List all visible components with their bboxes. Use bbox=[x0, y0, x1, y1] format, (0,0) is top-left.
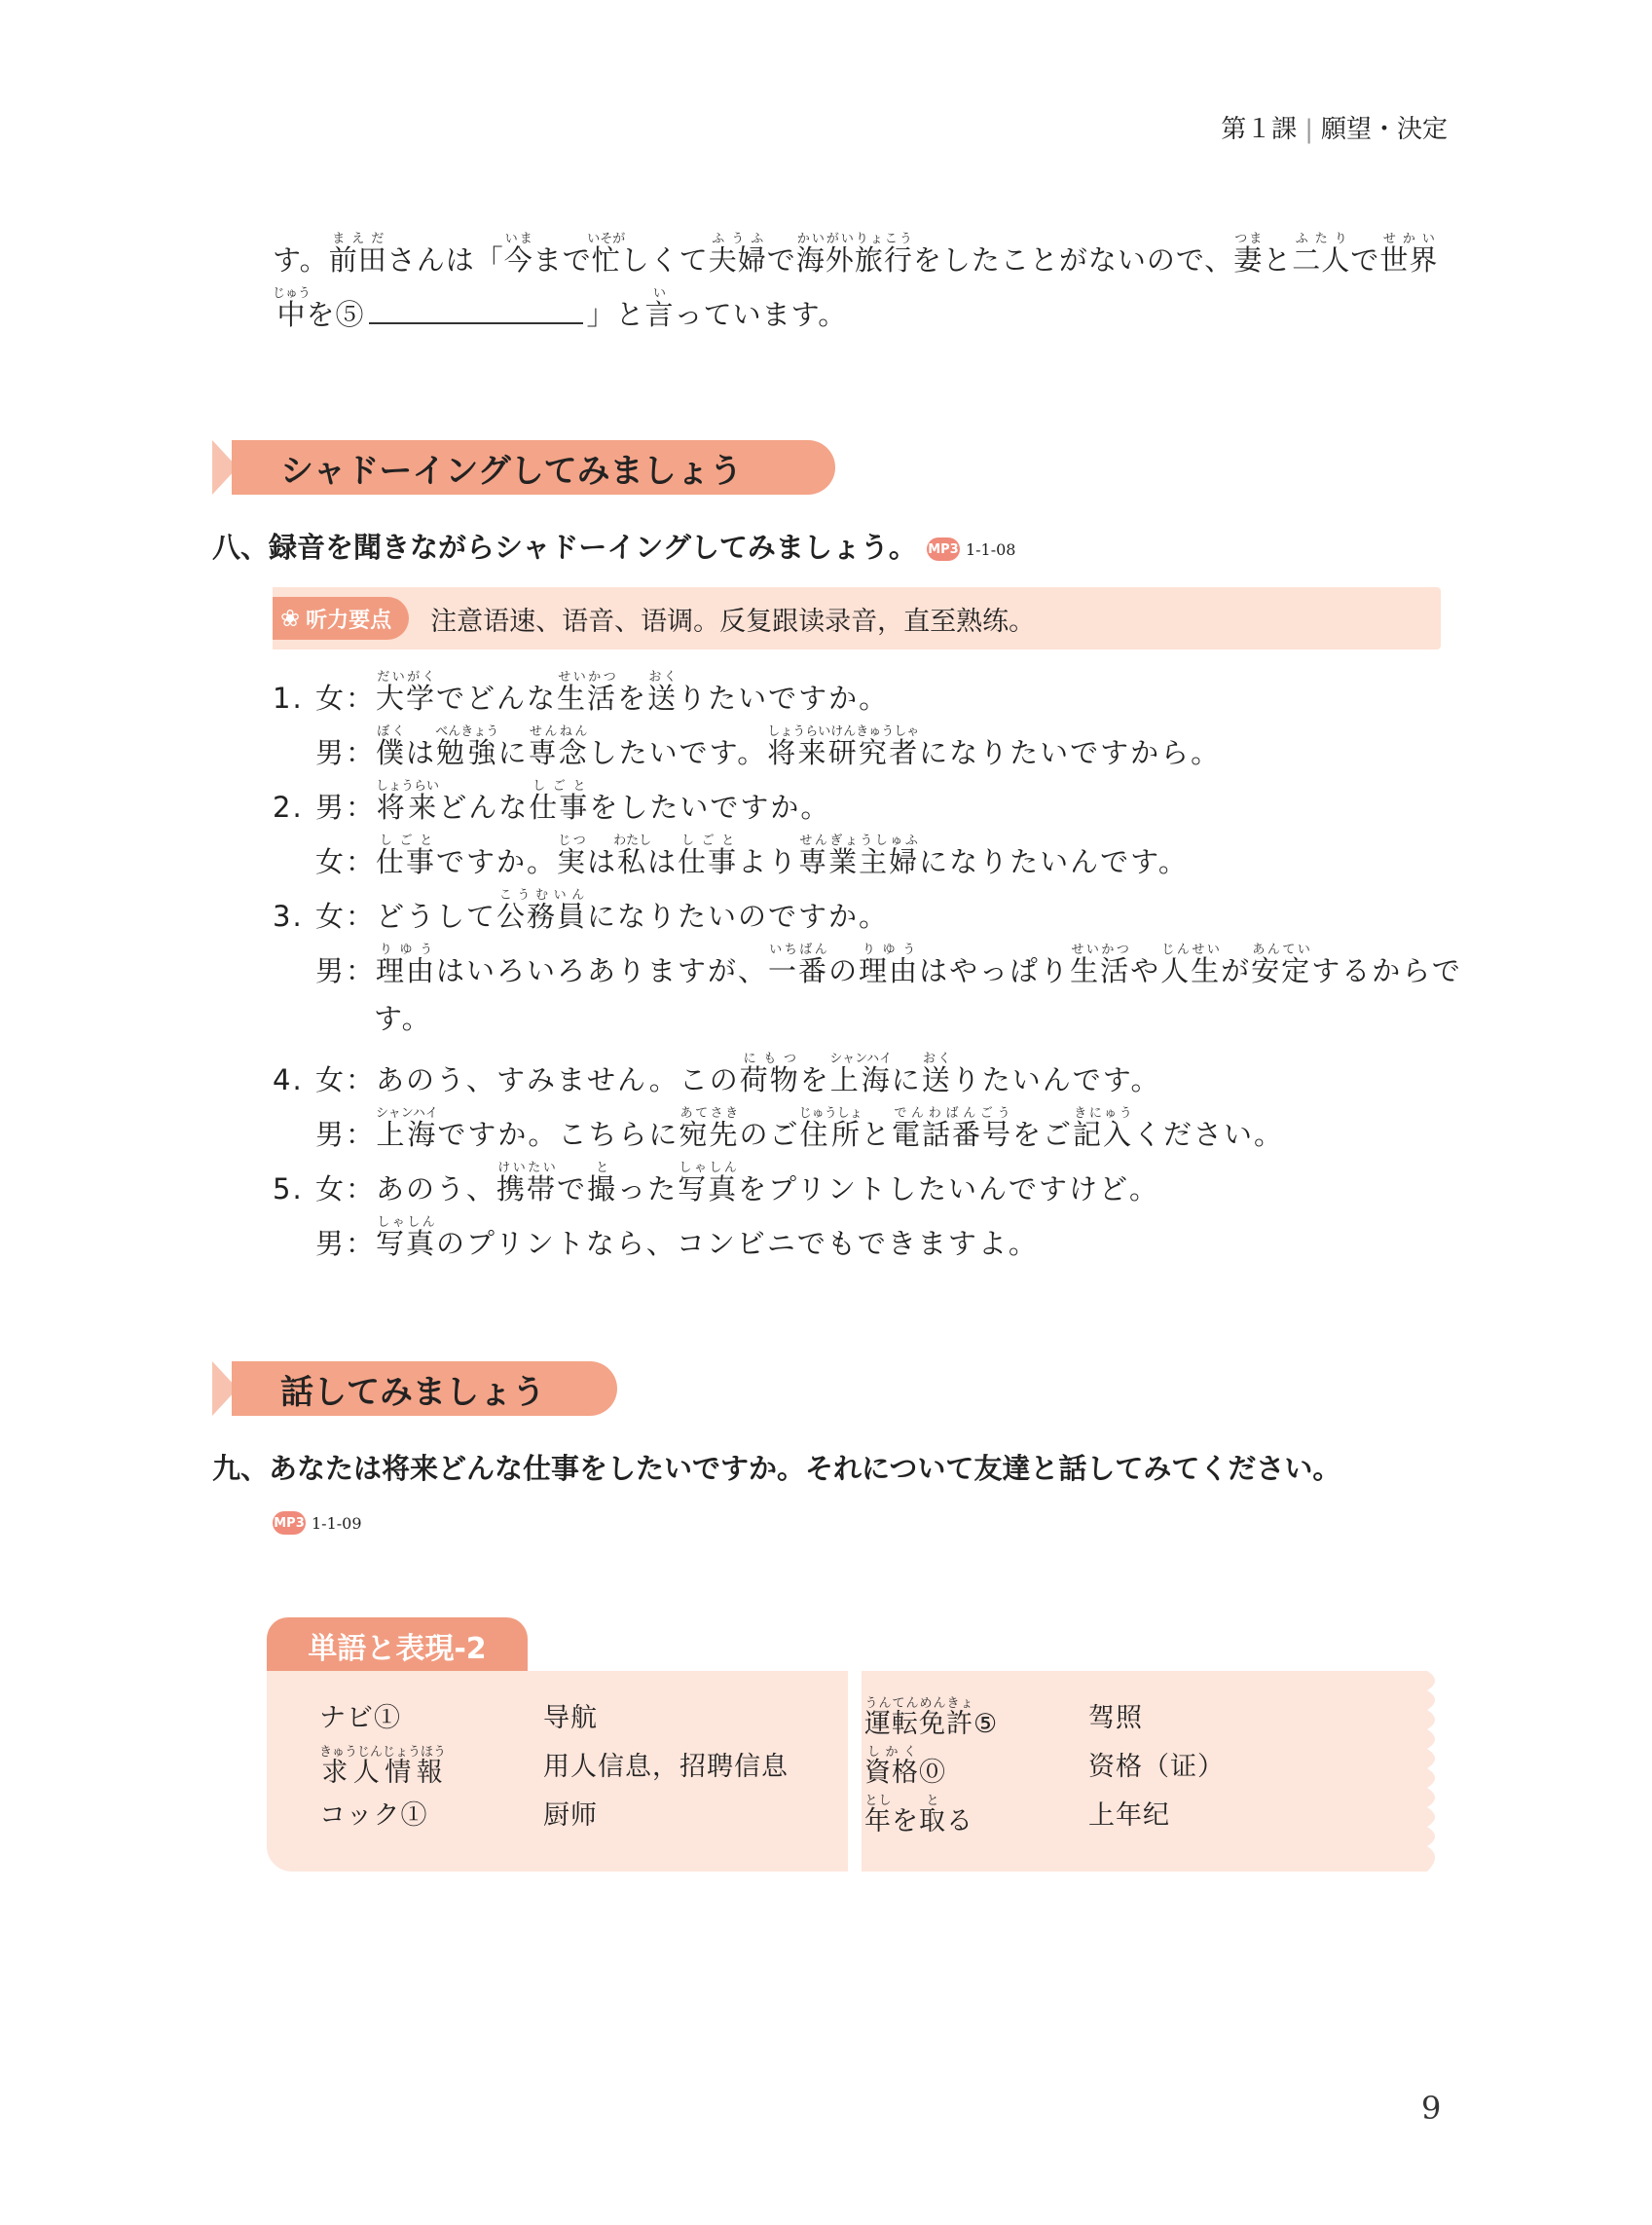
ruby-base: 専念 bbox=[528, 736, 589, 769]
tip-text: 注意语速、语音、语调。反复跟读录音，直至熟练。 bbox=[430, 606, 1036, 637]
dialogue-line bbox=[273, 834, 1189, 880]
banner-title: シャドーイングしてみましょう bbox=[280, 451, 743, 491]
text-segment: と bbox=[861, 1118, 892, 1151]
question-8-text: 八、録音を聞きながらシャドーイングしてみましょう。 bbox=[212, 531, 917, 564]
speaker-label: 男： bbox=[315, 954, 377, 987]
ruby-word bbox=[1233, 232, 1264, 277]
furigana: べんきょう bbox=[435, 724, 499, 739]
text-segment: が bbox=[1221, 954, 1252, 987]
lesson-topic: 願望・決定 bbox=[1320, 115, 1448, 144]
vocab-word bbox=[319, 1696, 401, 1734]
ruby-word bbox=[273, 286, 312, 331]
text-segment: に bbox=[497, 736, 529, 769]
text-segment: ですか。こちらに bbox=[437, 1118, 679, 1151]
ruby-base: 撮 bbox=[587, 1172, 618, 1205]
ruby-word bbox=[1160, 943, 1222, 987]
dialogue-text bbox=[376, 834, 1189, 878]
ruby-base: 私 bbox=[613, 845, 652, 878]
ruby-word bbox=[644, 286, 675, 331]
section-banner-shadowing bbox=[232, 440, 835, 495]
ruby-base: 大学 bbox=[376, 682, 437, 715]
dialogue-number: 1. bbox=[273, 682, 304, 715]
text-segment: で bbox=[1350, 243, 1380, 277]
furigana: とし bbox=[864, 1794, 892, 1808]
vocab-divider bbox=[848, 1671, 862, 1872]
text-segment: のご bbox=[739, 1118, 800, 1151]
ruby-base: 住所 bbox=[798, 1118, 863, 1151]
ruby-base: 実 bbox=[557, 845, 588, 878]
ruby-base: 記入 bbox=[1073, 1118, 1134, 1151]
furigana: せんねん bbox=[528, 724, 589, 739]
text-segment: になりたいのですか。 bbox=[587, 900, 890, 933]
ruby-word bbox=[768, 943, 829, 987]
dialogue-text bbox=[376, 779, 831, 824]
furigana: にもつ bbox=[739, 1052, 800, 1066]
speaker-label: 男： bbox=[315, 1227, 377, 1260]
dialogue-text bbox=[374, 1002, 432, 1035]
text-segment: まで bbox=[532, 243, 592, 277]
furigana: と bbox=[919, 1794, 946, 1808]
ruby-word bbox=[496, 1161, 558, 1205]
mp3-icon: MP3 bbox=[273, 1511, 306, 1535]
furigana: しごと bbox=[376, 834, 437, 848]
dialogue-line bbox=[273, 997, 432, 1037]
text-segment: したいです。 bbox=[588, 736, 768, 769]
text-segment: になりたいんです。 bbox=[919, 845, 1189, 878]
text-segment: りたいですか。 bbox=[678, 682, 890, 715]
furigana: きゅうじんじょうほう bbox=[319, 1745, 447, 1760]
ruby-word bbox=[795, 232, 913, 277]
ruby-word bbox=[587, 1161, 618, 1205]
furigana: ぼく bbox=[376, 724, 407, 739]
furigana: りゆう bbox=[376, 943, 437, 957]
furigana: せいかつ bbox=[1070, 943, 1131, 957]
ruby-word bbox=[528, 724, 589, 769]
ruby-word bbox=[587, 232, 626, 277]
ruby-word bbox=[376, 724, 407, 769]
furigana: じんせい bbox=[1160, 943, 1222, 957]
ruby-word bbox=[376, 779, 440, 824]
text-segment: った bbox=[617, 1172, 679, 1205]
ruby-word bbox=[864, 1745, 919, 1788]
question-9 bbox=[212, 1447, 1340, 1487]
dialogue-line bbox=[273, 670, 889, 717]
text-segment: コック① bbox=[319, 1800, 428, 1831]
ruby-base: 僕 bbox=[376, 736, 407, 769]
lesson-number: 第１課 bbox=[1221, 115, 1298, 144]
furigana: せんぎょうしゅふ bbox=[798, 834, 920, 848]
ruby-base: 写真 bbox=[678, 1172, 739, 1205]
vocab-box bbox=[267, 1671, 1435, 1872]
ruby-base: 勉強 bbox=[435, 736, 499, 769]
speaker-label: 女： bbox=[315, 900, 377, 933]
ruby-word bbox=[864, 1794, 892, 1836]
dialogue-text bbox=[376, 1106, 1285, 1151]
ruby-base: 取 bbox=[919, 1806, 946, 1836]
ruby-base: 妻 bbox=[1233, 243, 1264, 277]
text-segment: を bbox=[892, 1806, 919, 1836]
ruby-word bbox=[678, 834, 739, 878]
furigana: せいかつ bbox=[557, 670, 618, 685]
page-number: 9 bbox=[1421, 2090, 1442, 2127]
furigana: シャンハイ bbox=[376, 1106, 438, 1121]
ruby-base: 携帯 bbox=[496, 1172, 558, 1205]
mp3-track-1-1-09[interactable] bbox=[273, 1511, 362, 1535]
text-segment: を bbox=[799, 1063, 830, 1096]
ruby-base: 安定 bbox=[1251, 954, 1312, 987]
question-8 bbox=[212, 526, 1015, 566]
speaker-label: 女： bbox=[315, 1172, 377, 1205]
ruby-base: 年 bbox=[864, 1806, 892, 1836]
ruby-word bbox=[679, 1106, 740, 1151]
ruby-base: 海外旅行 bbox=[795, 243, 913, 277]
ruby-base: 上海 bbox=[376, 1118, 438, 1151]
speaker-label: 男： bbox=[315, 791, 377, 824]
dialogue-line bbox=[273, 1106, 1284, 1153]
ruby-base: 理由 bbox=[376, 954, 437, 987]
furigana: と bbox=[587, 1161, 618, 1175]
ruby-word bbox=[328, 232, 387, 277]
ruby-word bbox=[496, 888, 588, 933]
vocab-meaning: 导航 bbox=[543, 1703, 598, 1733]
vocab-meaning: 厨师 bbox=[543, 1800, 598, 1831]
ruby-base: 専業主婦 bbox=[798, 845, 920, 878]
furigana: しごと bbox=[529, 779, 590, 794]
furigana: うんてんめんきょ bbox=[864, 1696, 973, 1711]
text-segment: ですか。 bbox=[436, 845, 558, 878]
furigana: だいがく bbox=[376, 670, 437, 685]
ruby-base: 将来 bbox=[376, 791, 440, 824]
furigana: あてさき bbox=[679, 1106, 740, 1121]
ruby-word bbox=[798, 834, 920, 878]
ruby-base: 言 bbox=[644, 298, 675, 331]
mp3-code: 1-1-08 bbox=[965, 539, 1016, 559]
dialogue-line bbox=[273, 888, 889, 935]
ruby-base: 仕事 bbox=[376, 845, 437, 878]
vocab-word bbox=[864, 1696, 998, 1740]
flower-icon: ❀ bbox=[280, 605, 301, 632]
text-segment: は bbox=[587, 845, 618, 878]
dialogue-line bbox=[273, 1161, 1159, 1207]
ruby-word bbox=[1073, 1106, 1134, 1151]
ruby-word bbox=[376, 1106, 438, 1151]
text-segment: どんな bbox=[438, 791, 530, 824]
dialogue-line bbox=[273, 779, 830, 826]
dialogue-line bbox=[273, 1215, 1039, 1262]
ruby-word bbox=[319, 1745, 447, 1788]
dialogue-text bbox=[376, 724, 1222, 769]
furigana: じゅうしょ bbox=[798, 1106, 863, 1121]
ruby-word bbox=[1379, 232, 1439, 277]
listening-tip-badge bbox=[273, 597, 409, 640]
text-segment: をしたことがないので、 bbox=[912, 243, 1234, 277]
ruby-word bbox=[503, 232, 533, 277]
furigana: おく bbox=[647, 670, 679, 685]
ruby-word bbox=[919, 1794, 946, 1836]
furigana: まえだ bbox=[328, 232, 387, 246]
ruby-word bbox=[1070, 943, 1131, 987]
dialogue-number: 3. bbox=[273, 900, 304, 933]
furigana: シャンハイ bbox=[829, 1052, 893, 1066]
dialogue-text bbox=[376, 1161, 1159, 1205]
ruby-word bbox=[864, 1696, 973, 1739]
vocab-title: 単語と表現-2 bbox=[308, 1632, 487, 1666]
ruby-word bbox=[891, 1106, 1012, 1151]
ruby-base: 送 bbox=[647, 682, 679, 715]
ruby-word bbox=[767, 724, 920, 769]
intro-line-1 bbox=[273, 232, 1438, 278]
speaker-label: 女： bbox=[315, 845, 377, 878]
tip-label: 听力要点 bbox=[306, 608, 392, 633]
ruby-base: 電話番号 bbox=[891, 1118, 1012, 1151]
speaker-label: 女： bbox=[315, 682, 377, 715]
section-banner-speaking bbox=[232, 1361, 617, 1416]
ruby-word bbox=[435, 724, 499, 769]
ruby-word bbox=[376, 834, 437, 878]
text-segment: っています。 bbox=[674, 298, 848, 331]
ruby-base: 人生 bbox=[1160, 954, 1222, 987]
furigana: つま bbox=[1233, 232, 1264, 246]
ruby-word bbox=[557, 834, 588, 878]
text-segment: しくて bbox=[620, 243, 709, 277]
mp3-code: 1-1-09 bbox=[312, 1513, 362, 1533]
dialogue-number: 2. bbox=[273, 791, 304, 824]
ruby-base: 公務員 bbox=[496, 900, 588, 933]
text-segment: をご bbox=[1012, 1118, 1074, 1151]
ruby-base: 夫婦 bbox=[708, 243, 767, 277]
ruby-base: 運転免許 bbox=[864, 1709, 973, 1739]
ruby-word bbox=[1251, 943, 1312, 987]
ruby-base: 上海 bbox=[829, 1063, 893, 1096]
furigana: こうむいん bbox=[496, 888, 588, 903]
furigana: きにゅう bbox=[1073, 1106, 1134, 1121]
ruby-base: 写真 bbox=[376, 1227, 437, 1260]
mp3-icon: MP3 bbox=[927, 538, 960, 561]
listening-tip-bar bbox=[273, 587, 1441, 649]
text-segment: するからで bbox=[1311, 954, 1462, 987]
page-header bbox=[1221, 109, 1448, 145]
ruby-base: 荷物 bbox=[739, 1063, 800, 1096]
dialogue-number: 4. bbox=[273, 1063, 304, 1096]
speaker-label: 男： bbox=[315, 736, 377, 769]
vocab-word bbox=[319, 1745, 446, 1789]
text-segment: ⓪ bbox=[919, 1758, 946, 1788]
furigana: じゅう bbox=[273, 286, 312, 301]
furigana: ふうふ bbox=[708, 232, 767, 246]
furigana: しごと bbox=[678, 834, 739, 848]
text-segment: ナビ① bbox=[319, 1703, 401, 1733]
ruby-word bbox=[798, 1106, 863, 1151]
ruby-base: 将来研究者 bbox=[767, 736, 920, 769]
ruby-base: 中 bbox=[273, 298, 312, 331]
ruby-word bbox=[376, 943, 437, 987]
banner-title: 話してみましょう bbox=[280, 1372, 545, 1412]
furigana: しかく bbox=[864, 1745, 919, 1760]
text-segment: 」と bbox=[586, 298, 645, 331]
ruby-base: 資格 bbox=[864, 1758, 919, 1788]
furigana: いちばん bbox=[768, 943, 829, 957]
text-segment: す。 bbox=[374, 1002, 432, 1035]
ruby-word bbox=[829, 1052, 893, 1096]
text-segment: る bbox=[946, 1806, 973, 1836]
furigana: けいたい bbox=[496, 1161, 558, 1175]
text-segment: はいろいろありますが、 bbox=[436, 954, 769, 987]
text-segment: をしたいですか。 bbox=[589, 791, 831, 824]
dialogue-text bbox=[376, 888, 890, 933]
furigana: かいがいりょこう bbox=[795, 232, 913, 246]
speaker-label: 女： bbox=[315, 1063, 377, 1096]
intro-line-2-start bbox=[273, 286, 365, 331]
ruby-word bbox=[529, 779, 590, 824]
dialogue-text bbox=[376, 1052, 1161, 1096]
text-segment: をプリントしたいんですけど。 bbox=[738, 1172, 1159, 1205]
furigana: い bbox=[644, 286, 675, 301]
dialogue-line bbox=[273, 1052, 1160, 1098]
furigana: じつ bbox=[557, 834, 588, 848]
text-segment: を bbox=[617, 682, 648, 715]
ruby-base: 理由 bbox=[859, 954, 920, 987]
text-segment: に bbox=[891, 1063, 922, 1096]
ruby-word bbox=[376, 670, 437, 715]
ruby-base: 宛先 bbox=[679, 1118, 740, 1151]
ruby-base: 送 bbox=[921, 1063, 952, 1096]
vocab-tab bbox=[267, 1617, 528, 1674]
furigana: いそが bbox=[587, 232, 626, 246]
question-9-text: 九、あなたは将来どんな仕事をしたいですか。それについて友達と話してみてください。 bbox=[212, 1452, 1341, 1485]
text-segment: す。 bbox=[273, 243, 329, 277]
header-divider: | bbox=[1304, 115, 1313, 144]
ruby-base: 仕事 bbox=[678, 845, 739, 878]
ruby-base: 求人情報 bbox=[319, 1758, 447, 1788]
vocab-word bbox=[319, 1794, 427, 1832]
dialogue-text bbox=[376, 1215, 1039, 1260]
text-segment: で bbox=[557, 1172, 588, 1205]
text-segment: で bbox=[766, 243, 796, 277]
text-segment: を⑤ bbox=[306, 298, 365, 331]
speaker-label: 男： bbox=[315, 1118, 377, 1151]
mp3-track-1-1-08[interactable] bbox=[927, 538, 1016, 561]
furigana: ふたり bbox=[1292, 232, 1351, 246]
text-segment: は bbox=[647, 845, 679, 878]
dialogue-text bbox=[376, 670, 890, 715]
furigana: せかい bbox=[1379, 232, 1439, 246]
furigana: あんてい bbox=[1251, 943, 1312, 957]
intro-line-2-end bbox=[586, 286, 848, 331]
ruby-word bbox=[613, 834, 652, 878]
furigana: わたし bbox=[613, 834, 652, 848]
vocab-meaning: 资格（证） bbox=[1088, 1752, 1225, 1782]
text-segment: は bbox=[406, 736, 437, 769]
text-segment: のプリントなら、コンビニでもできますよ。 bbox=[436, 1227, 1039, 1260]
text-segment: より bbox=[738, 845, 799, 878]
text-segment: さんは「 bbox=[386, 243, 504, 277]
answer-blank-5[interactable] bbox=[369, 293, 583, 324]
dialogue-text bbox=[376, 943, 1462, 987]
text-segment: あのう、 bbox=[376, 1172, 497, 1205]
ruby-word bbox=[376, 1215, 437, 1260]
ruby-word bbox=[1292, 232, 1351, 277]
dialogue-line bbox=[273, 724, 1221, 771]
ruby-base: 今 bbox=[503, 243, 533, 277]
furigana: りゆう bbox=[859, 943, 920, 957]
furigana: しょうらい bbox=[376, 779, 440, 794]
text-segment: ください。 bbox=[1133, 1118, 1285, 1151]
furigana: しゃしん bbox=[376, 1215, 437, 1230]
ruby-word bbox=[647, 670, 679, 715]
vocab-word bbox=[864, 1794, 973, 1837]
text-segment: の bbox=[828, 954, 860, 987]
ruby-base: 前田 bbox=[328, 243, 387, 277]
vocab-word bbox=[864, 1745, 946, 1789]
text-segment: はやっぱり bbox=[919, 954, 1071, 987]
ruby-base: 一番 bbox=[768, 954, 829, 987]
ruby-base: 二人 bbox=[1292, 243, 1351, 277]
furigana: しゃしん bbox=[678, 1161, 739, 1175]
dialogue-number: 5. bbox=[273, 1172, 304, 1205]
text-segment: ⑤ bbox=[973, 1709, 999, 1739]
ruby-word bbox=[678, 1161, 739, 1205]
vocab-meaning: 上年纪 bbox=[1088, 1800, 1170, 1831]
text-segment: と bbox=[1263, 243, 1293, 277]
ruby-word bbox=[859, 943, 920, 987]
vocab-meaning: 用人信息，招聘信息 bbox=[543, 1752, 789, 1782]
ruby-base: 忙 bbox=[587, 243, 626, 277]
ruby-word bbox=[739, 1052, 800, 1096]
text-segment: や bbox=[1130, 954, 1161, 987]
ruby-base: 仕事 bbox=[529, 791, 590, 824]
ruby-base: 生活 bbox=[1070, 954, 1131, 987]
text-segment: どうして bbox=[376, 900, 497, 933]
ruby-base: 世界 bbox=[1379, 243, 1439, 277]
furigana: しょうらいけんきゅうしゃ bbox=[767, 724, 920, 739]
furigana: でんわばんごう bbox=[891, 1106, 1012, 1121]
text-segment: りたいんです。 bbox=[951, 1063, 1161, 1096]
intro-line-2 bbox=[273, 286, 847, 333]
ruby-word bbox=[708, 232, 767, 277]
vocab-meaning: 驾照 bbox=[1088, 1703, 1143, 1733]
text-segment: あのう、すみません。この bbox=[376, 1063, 740, 1096]
scalloped-edge-icon bbox=[1427, 1671, 1443, 1872]
ruby-word bbox=[557, 670, 618, 715]
furigana: おく bbox=[921, 1052, 952, 1066]
text-segment: でどんな bbox=[436, 682, 558, 715]
dialogue-line bbox=[273, 943, 1462, 989]
text-segment: になりたいですから。 bbox=[919, 736, 1222, 769]
ruby-word bbox=[921, 1052, 952, 1096]
furigana: いま bbox=[503, 232, 533, 246]
ruby-base: 生活 bbox=[557, 682, 618, 715]
